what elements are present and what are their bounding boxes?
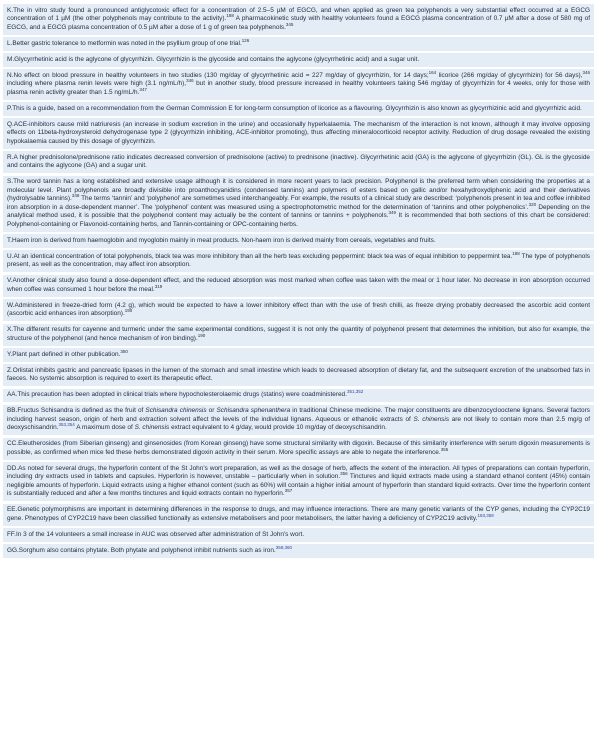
footnote-k: [3, 4, 594, 35]
footnote-text: BB.Fructus Schisandra is defined as the fruit of: [7, 407, 146, 414]
reference-number: 349: [388, 209, 396, 215]
footnote-text: The type of polyphenols present, as well as the concentration, may affect iron absorption.: [7, 252, 590, 268]
footnote-text: AA.This precaution has been adopted in clinical trials where hypocholesterolaemic drugs (statins) were coadministered.: [7, 391, 347, 398]
reference-number: 348: [71, 192, 80, 198]
reference-number: 345: [285, 21, 294, 27]
footnote-u: [3, 250, 594, 272]
footnote-text: including where plasma renin levels were high (3.1 ng/mL/h),: [7, 80, 187, 87]
footnote-m: [3, 53, 594, 67]
footnote-r: [3, 151, 594, 173]
footnote-t: [3, 234, 594, 248]
footnote-v: [3, 275, 594, 297]
footnote-text: A maximum dose of: [74, 424, 135, 431]
reference-number: 190: [124, 307, 133, 313]
footnote-text: Tinctures and liquid extracts made using a standard ethanol content (45%) contain negligible amounts of hyperforin. Liquid extracts using a higher ethanol content (such as 60%) will contain a higher initial amount of hyperforin than standard liquid extracts. Over time the hyperforin content is substantially reduced and after a few months tinctures and liquid extracts contain no hyperforin.: [7, 473, 590, 497]
footnote-text: DD.As noted for several drugs, the hyperforin content of the St John's wort preparation, as well as the dosage of herb, affects the extent of the interaction. All types of preparations can contain hyperforin, including dry extracts used in tablets and capsules. Hyperforin is however, unstable – particularly when in solution.: [7, 464, 590, 480]
reference-number: 190: [197, 332, 206, 338]
footnote-text: in traditional Chinese medicine. The major constituents are dibenzocyclooctene lignans. Several factors including harvest season, origin of herb and extraction solvent affect the levels of the individual lignans. Aqueous or ethanolic extracts of: [7, 407, 590, 423]
footnote-text: K.The in vitro study found a pronounced antiglycotoxic effect for a concentration of 2.5–5 µM of EGCG, and when applied as green tea polyphenols a very substantial effect occurred at a EGCG concentration of 1 µM (the other polyphenols may contribute to the activity).: [7, 6, 590, 22]
footnote-text: T.Haem iron is derived from haemoglobin and myoglobin mainly in meat products. Non-haem iron is derived mainly from cereals, vegetables and fruits.: [7, 236, 436, 244]
footnote-text: but in another study, blood pressure increased in healthy volunteers taking 546 mg/day of glycyrrhizin for 4 weeks, only for those with plasma renin activity greater than 1.5 ng/mL/h.: [7, 80, 590, 96]
reference-number: 183,358: [477, 512, 494, 518]
reference-number: 164: [428, 69, 437, 75]
footnote-w: [3, 299, 594, 321]
reference-number: 188: [512, 250, 520, 256]
footnote-ee: [3, 504, 594, 526]
reference-number: 353,354: [58, 421, 75, 427]
footnote-l: [3, 37, 594, 51]
footnote-text: or: [206, 407, 217, 414]
footnote-text: V.Another clinical study also found a dose-dependent effect, and the reduced absorption was most marked when coffee was taken with the meal or 1 hour later. No decrease in iron absorption occurred when coffee was consumed 1 hour before the meal.: [7, 277, 590, 293]
reference-number: 347: [139, 86, 147, 92]
footnote-text: extract equivalent to 4 g/day, would provide 10 mg/day of deoxyschisandrin.: [169, 424, 387, 431]
footnote-text: R.A higher prednisolone/prednisone ratio indicates decreased conversion of prednisolone (active) to prednisone (inactive). Glycyrrhetinic acid (GA) is the aglycone of glycyrrhizin (GL). GL is the glycoside and contains the aglycone (GA) and a sugar unit.: [7, 153, 590, 169]
reference-number: 355: [440, 446, 449, 452]
footnote-text: Y.Plant part defined in other publication.: [7, 350, 121, 358]
footnote-text: CC.Eleutherosides (from Siberian ginseng) and ginsenosides (from Korean ginseng) have some structural similarity with digoxin. Because of this similarity interference with serum digoxin measurements is possible, as confirmed when mice fed these herbs demonstrated digoxin activity in their serum. More specific assays are able to negate the interference.: [7, 440, 590, 456]
footnote-text: FF.In 3 of the 14 volunteers a small increase in AUC was observed after administration of St John's wort.: [7, 530, 305, 538]
reference-number: 351,352: [346, 388, 364, 394]
footnote-x: [3, 324, 594, 346]
footnote-text: L.Better gastric tolerance to metformin was noted in the psyllium group of one trial.: [7, 39, 242, 47]
reference-number: 320: [528, 201, 537, 207]
species-name: Schisandra sphenanthera: [216, 407, 291, 414]
footnote-text: Depending on the analytical method used, it is possible that the polyphenol content may actually be the content of tannins or tannins + polyphenols.: [7, 203, 590, 219]
species-name: S. chinensis: [134, 424, 170, 431]
footnote-text: U.At an identical concentration of total polyphenols, black tea was more inhibitory than all the herb teas excluding peppermint: black tea was of equal inhibition to peppermint tea.: [7, 252, 513, 260]
footnote-text: EE.Genetic polymorphisms are important in determining differences in the response to drugs, and may influence interactions. There are many genetic variants of the CYP genes, including the CYP2C19 gene. Phenotypes of CYP2C19 have been classified functionally as extensive metabolisers and poor metabolisers, the latter having a deficiency of CYP2C19 activity.: [7, 506, 590, 522]
reference-number: 346: [582, 69, 590, 75]
species-name: Schisandra chinensis: [145, 407, 207, 414]
footnote-text: licorice (266 mg/day of glycyrrhizin) for 56 days),: [436, 71, 583, 79]
reference-number: 357: [284, 487, 293, 493]
reference-number: 319: [154, 283, 163, 289]
footnote-ff: [3, 528, 594, 542]
reference-number: 126: [241, 37, 250, 43]
footnote-dd: [3, 462, 594, 501]
footnote-text: GG.Sorghum also contains phytate. Both phytate and polyphenol inhibit nutrients such as iron.: [7, 546, 276, 554]
footnote-q: [3, 118, 594, 149]
footnote-s: [3, 176, 594, 232]
footnote-bb: [3, 405, 594, 436]
footnote-text: S.The word tannin has a long established and extensive usage although it is considered in more recent years to lack precision. Polyphenol is the preferred term when considering the properties at a molecular level. Plant polyphenols are broadly divisible into proanthocyanidins (condensed tannins) and polymers of esters based on gallic and/or hexahydroxydiphenic acid and their derivatives (hydrolysable tannins).: [7, 178, 590, 202]
footnote-text: N.No effect on blood pressure in healthy volunteers in two studies (130 mg/day of glycyrrhetinic acid = 227 mg/day of glycyrrhizin, for 14 days;: [7, 71, 429, 79]
footnote-text: Z.Orlistat inhibits gastric and pancreatic lipases in the lumen of the stomach and small intestine which leads to decreased absorption of dietary fat, and the subsequent excretion of the unabsorbed fats in faeces. No systemic absorption is required to exert its therapeutic effect.: [7, 366, 590, 382]
reference-number: 356: [340, 470, 348, 476]
footnote-text: The terms ‘tannin’ and ‘polyphenol’ are sometimes used interchangeably. For example, the results of a clinical study are described: ‘polyphenols present in tea and coffee inhibited iron absorption in a dose-dependent manner’. The ‘polyphenol’ content was measured using a spectrophotometric method for the determination of ‘tannins and other polyphenolics’.: [7, 195, 590, 211]
footnote-n: [3, 69, 594, 100]
footnote-text: It is recommended that both sections of this chart be considered: Polyphenol-containing or Flavonoid-containing herbs, and Tannin-containing or OPC-containing herbs.: [7, 212, 590, 228]
footnote-text: W.Administered in freeze-dried form (4.2 g), which would be expected to have a lower inhibitory effect than with the use of fresh chilli, as freeze drying probably decreased the ascorbic acid content (ascorbic acid enhances iron absorption).: [7, 301, 590, 317]
footnote-text: M.Glycyrrhetinic acid is the aglycone of glycyrrhizin. Glycyrrhizin is the glycoside and contains the aglycone (glycyrrhetinic acid) and a sugar unit.: [7, 55, 420, 63]
footnote-text: A pharmacokinetic study with healthy volunteers found a EGCG plasma concentration of 0.7 µM after a dose of 580 mg of EGCG, and a EGCG plasma concentration of 0.5 µM after a dose of 1 g of green tea polyphenols.: [7, 15, 591, 31]
reference-number: 359,360: [275, 544, 293, 550]
footnote-text: Q.ACE-inhibitors cause mild natriuresis (an increase in sodium excretion in the urine) and occasionally hyperkalaemia. The mechanism of the interaction is not known, although it may involve opposing effects on 11beta-hydroxysteroid dehydrogenase type 2 (glycyrrhizin inhibiting, ACE-inhibitor promoting), thus affecting mineralocorticoid receptor activity. Reduction of drug dosage revealed the existing hypokalaemia caused by this dosage of glycyrrhizin.: [7, 120, 590, 145]
footnote-text: P.This is a guide, based on a recommendation from the German Commission E for long-term consumption of licorice as a flavouring. Glycyrrhizin is also known as glycyrrhizinic acid and glycyrrhizic acid.: [7, 104, 582, 112]
reference-number: 346: [186, 77, 194, 83]
footnote-cc: [3, 438, 594, 460]
footnote-y: [3, 348, 594, 362]
footnote-text: are not likely to contain more than 2.5 mg/g of deoxyschisandrin.: [7, 415, 590, 431]
footnote-gg: [3, 544, 594, 558]
species-name: S. chinensis: [413, 415, 450, 423]
footnote-text: X.The different results for cayenne and turmeric under the same experimental conditions, suggest it is not only the quantity of polyphenol present that determines the inhibition, but also for example, the structure of the polyphenol (and hence mechanism of iron binding).: [7, 326, 590, 342]
footnote-z: [3, 364, 594, 386]
reference-number: 350: [120, 348, 128, 354]
footnote-p: [3, 102, 594, 116]
reference-number: 188: [226, 12, 234, 18]
footnote-aa: [3, 389, 594, 403]
